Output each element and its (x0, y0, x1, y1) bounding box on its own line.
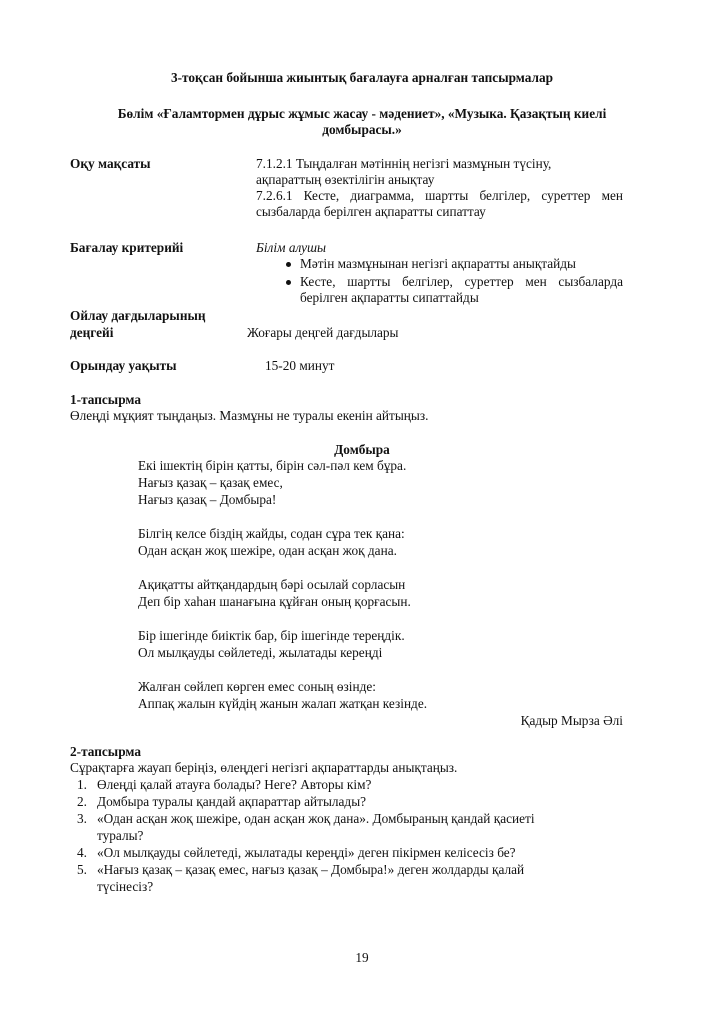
bullet-icon (286, 262, 291, 267)
task2-heading: 2-тапсырма (70, 744, 141, 759)
question-1: Өлеңді қалай атауға болады? Неге? Авторы кім? (97, 777, 372, 792)
list-number: 3. (77, 811, 87, 826)
question-3-line2: туралы? (97, 828, 144, 843)
poem-line: Аппақ жалын күйдің жанын жалап жатқан кезінде. (138, 696, 428, 711)
goals-label: Оқу мақсаты (70, 156, 151, 171)
task2-instruction: Сұрақтарға жауап беріңіз, өлеңдегі негізгі ақпараттарды анықтаңыз. (70, 760, 458, 775)
section-title-line1: Бөлім «Ғаламтормен дұрыс жұмыс жасау - мәдениет», «Музыка. Қазақтың киелі (117, 106, 607, 121)
criteria-bullet-1: Мәтін мазмұнынан негізгі ақпаратты анықтайды (300, 256, 576, 271)
section-title-line2: домбырасы.» (322, 122, 402, 137)
list-number: 5. (77, 862, 87, 877)
question-5-line1: «Нағыз қазақ – қазақ емес, нағыз қазақ – Домбыра!» деген жолдарды қалай (97, 862, 525, 877)
poem-author: Қадыр Мырза Әлі (520, 713, 623, 728)
time-label: Орындау уақыты (70, 358, 177, 373)
page-number: 19 (355, 950, 369, 965)
time-value: 15-20 минут (265, 358, 335, 373)
task1-heading: 1-тапсырма (70, 392, 141, 407)
poem-line: Нағыз қазақ – қазақ емес, (138, 475, 283, 490)
list-number: 1. (77, 777, 87, 792)
poem-line: Білгің келсе біздің жайды, содан сұра тек қана: (138, 526, 405, 541)
poem-line: Екі ішектің бірін қатты, бірін сәл-пәл кем бұра. (138, 458, 407, 473)
question-5-line2: түсінесіз? (97, 879, 154, 894)
list-number: 4. (77, 845, 87, 860)
question-2: Домбыра туралы қандай ақпараттар айтылады? (97, 794, 367, 809)
question-4: «Ол мылқауды сөйлетеді, жылатады кереңді» деген пікірмен келісесіз бе? (97, 845, 516, 860)
goal2-line2: сызбаларда берілген ақпаратты сипаттау (256, 204, 486, 219)
criteria-label: Бағалау критерийі (70, 240, 184, 255)
poem-title: Домбыра (334, 442, 390, 457)
question-3-line1: «Одан асқан жоқ шежіре, одан асқан жоқ дана». Домбыраның қандай қасиеті (97, 811, 535, 826)
poem-line: Жалған сөйлеп көрген емес соның өзінде: (138, 679, 376, 694)
criteria-bullet-2-line2: берілген ақпаратты сипаттайды (300, 290, 479, 305)
poem-line: Бір ішегінде биіктік бар, бір ішегінде тереңдік. (138, 628, 405, 643)
goal2-line1: 7.2.6.1 Кесте, диаграмма, шартты белгілер, суреттер мен (256, 188, 623, 203)
goal1-line1: 7.1.2.1 Тыңдалған мәтіннің негізгі мазмұнын түсіну, (256, 156, 552, 171)
level-value: Жоғары деңгей дағдылары (247, 325, 399, 340)
page-title: 3-тоқсан бойынша жиынтық бағалауға арналған тапсырмалар (170, 70, 554, 85)
poem-line: Нағыз қазақ – Домбыра! (138, 492, 277, 507)
level-label-line2: деңгейі (70, 325, 114, 340)
task1-instruction: Өлеңді мұқият тыңдаңыз. Мазмұны не туралы екенін айтыңыз. (70, 408, 429, 423)
level-label-line1: Ойлау дағдыларының (70, 308, 206, 323)
poem-line: Одан асқан жоқ шежіре, одан асқан жоқ дана. (138, 543, 397, 558)
poem-line: Деп бір хаһан шанағына құйған оның қорғасын. (138, 594, 411, 609)
criteria-bullet-2-line1: Кесте, шартты белгілер, суреттер мен сызбаларда (300, 274, 623, 289)
list-number: 2. (77, 794, 87, 809)
poem-line: Ақиқатты айтқандардың бәрі осылай сорласын (138, 577, 406, 592)
goal1-line2: ақпараттың өзектілігін анықтау (256, 172, 435, 187)
criteria-intro: Білім алушы (256, 240, 327, 255)
poem-line: Ол мылқауды сөйлетеді, жылатады кереңді (138, 645, 383, 660)
bullet-icon (286, 280, 291, 285)
